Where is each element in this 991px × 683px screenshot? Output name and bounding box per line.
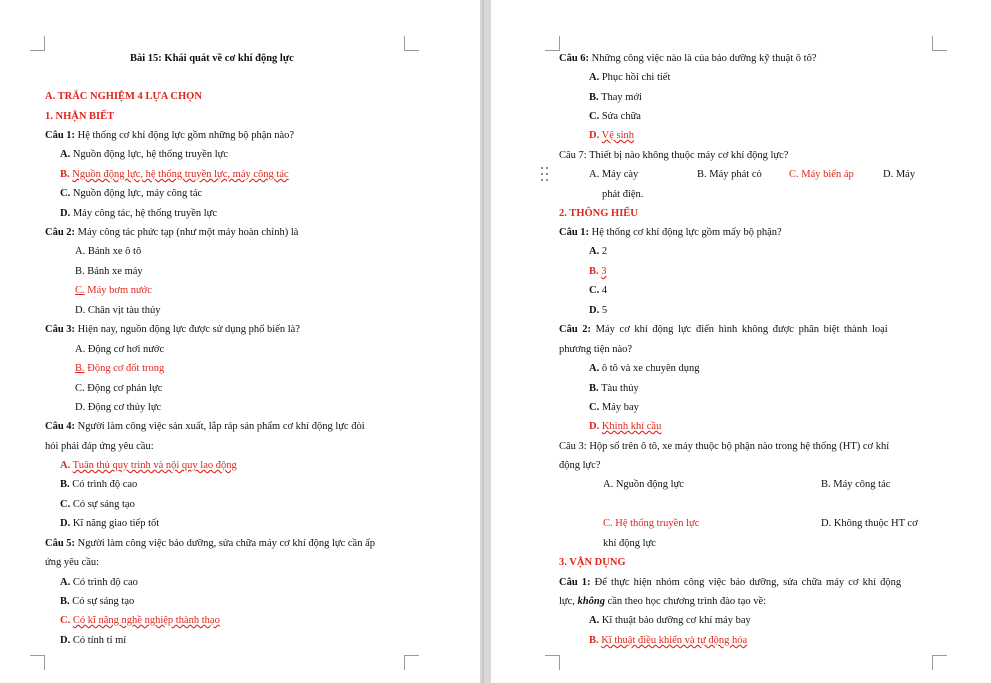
crop-mark — [404, 36, 419, 51]
answer-option: C. Có sự sáng tạo — [60, 499, 135, 510]
answer-option: D. Có tính tỉ mỉ — [60, 635, 127, 646]
section-heading: 2. THÔNG HIỂU — [559, 208, 638, 219]
answer-option: A. Nguồn động lực — [603, 479, 684, 490]
question: Câu 5: Người làm công việc bảo dưỡng, sửa chữa máy cơ khí động lực cần ấp — [45, 538, 375, 549]
question: Câu 7: Thiết bị nào không thuộc máy cơ khí động lực? — [559, 150, 789, 161]
answer-option-correct: D. Vệ sinh — [589, 130, 635, 141]
answer-option: D. Kĩ năng giao tiếp tốt — [60, 518, 160, 529]
answer-option-correct: B. 3 — [589, 266, 607, 277]
answer-option: B. Thay mới — [589, 92, 642, 103]
answer-option: D. Máy — [883, 169, 916, 180]
crop-mark — [30, 655, 45, 670]
answer-option: D. Máy công tác, hệ thống truyền lực — [60, 208, 218, 219]
question-continuation: hỏi phải đáp ứng yêu cầu: — [45, 441, 154, 452]
drag-handle-icon[interactable] — [541, 167, 549, 183]
answer-option-correct: C. Hệ thống truyền lực — [603, 518, 700, 529]
section-heading: 3. VẬN DỤNG — [559, 557, 626, 568]
document-title: Bài 15: Khái quát về cơ khí động lực — [130, 53, 294, 64]
answer-option: B. Máy công tác — [821, 479, 891, 490]
document-page-left — [0, 0, 480, 683]
question: Câu 6: Những công việc nào là của bảo dưỡng kỹ thuật ô tô? — [559, 53, 817, 64]
question-continuation: động lực? — [559, 460, 601, 471]
question: Câu 1: Hệ thống cơ khí động lực gồm mấy bộ phận? — [559, 227, 782, 238]
answer-continuation: phát điện. — [602, 189, 644, 200]
answer-option-correct: B. Kĩ thuật điều khiển và tự động hóa — [589, 635, 748, 646]
answer-option-correct: C. Máy biến áp — [789, 169, 854, 180]
question: Câu 3: Hiện nay, nguồn động lực được sử dụng phổ biến là? — [45, 324, 300, 335]
question-continuation: phương tiện nào? — [559, 344, 633, 355]
answer-option: B. Bánh xe máy — [75, 266, 143, 277]
question: Câu 2: Máy công tác phức tạp (như một máy hoàn chỉnh) là — [45, 227, 299, 238]
answer-option: A. Kĩ thuật bảo dưỡng cơ khí máy bay — [589, 615, 751, 626]
answer-option: A. Phục hồi chi tiết — [589, 72, 671, 83]
question: Câu 1: Hệ thống cơ khí động lực gồm những bộ phận nào? — [45, 130, 295, 141]
answer-option: C. Sửa chữa — [589, 111, 641, 122]
answer-option: D. Động cơ thủy lực — [75, 402, 162, 413]
question-continuation: lực, không cần theo học chương trình đào tạo về: — [559, 596, 767, 607]
answer-option: B. Có sự sáng tạo — [60, 596, 135, 607]
answer-option: A. 2 — [589, 246, 608, 257]
section-heading: A. TRẮC NGHIỆM 4 LỰA CHỌN — [45, 91, 202, 102]
answer-option: C. Động cơ phản lực — [75, 383, 163, 394]
answer-option-correct: A. Tuân thủ quy trình và nội quy lao động — [60, 460, 237, 471]
answer-option: A. Động cơ hơi nước — [75, 344, 165, 355]
answer-option: C. Máy bay — [589, 402, 639, 413]
answer-option-correct: B. Động cơ đốt trong — [75, 363, 165, 374]
answer-option: B. Tàu thủy — [589, 383, 639, 394]
question: Câu 2: Máy cơ khí động lực điển hình không được phân biệt thành loại — [559, 324, 888, 335]
crop-mark — [404, 655, 419, 670]
section-heading: 1. NHẬN BIẾT — [45, 111, 115, 122]
answer-option: C. 4 — [589, 285, 608, 296]
answer-option-correct: B. Nguồn động lực, hệ thống truyền lực, máy công tác — [60, 169, 289, 180]
answer-option: A. Có trình độ cao — [60, 577, 138, 588]
answer-option: C. Nguồn động lực, máy công tác — [60, 188, 203, 199]
question: Câu 1: Để thực hiện nhóm công việc bảo dưỡng, sửa chữa máy cơ khí động — [559, 577, 902, 588]
answer-option: B. Máy phát cỏ — [697, 169, 762, 180]
answer-option-correct: D. Khinh khí cầu — [589, 421, 662, 432]
answer-option: D. Chân vịt tàu thủy — [75, 305, 161, 316]
answer-option: A. ô tô và xe chuyên dụng — [589, 363, 700, 374]
crop-mark — [545, 36, 560, 51]
answer-option: A. Máy cày — [589, 169, 639, 180]
crop-mark — [932, 655, 947, 670]
question-continuation: ứng yêu cầu: — [45, 557, 100, 568]
question: Câu 3: Hộp số trên ô tô, xe máy thuộc bộ phận nào trong hệ thống (HT) cơ khí — [559, 441, 890, 452]
answer-option-correct: C. Có kĩ năng nghề nghiệp thành thạo — [60, 615, 220, 626]
answer-option: D. Không thuộc HT cơ — [821, 518, 918, 529]
crop-mark — [932, 36, 947, 51]
crop-mark — [30, 36, 45, 51]
answer-option: B. Có trình độ cao — [60, 479, 138, 490]
crop-mark — [545, 655, 560, 670]
page-gap — [480, 0, 491, 683]
answer-option: A. Bánh xe ô tô — [75, 246, 142, 257]
answer-option-correct: C. Máy bơm nước — [75, 285, 152, 296]
question: Câu 4: Người làm công việc sản xuất, lắp ráp sản phẩm cơ khí động lực đòi — [45, 421, 365, 432]
answer-continuation: khí động lực — [603, 538, 656, 549]
answer-option: A. Nguồn động lực, hệ thống truyền lực — [60, 149, 228, 160]
answer-option: D. 5 — [589, 305, 608, 316]
document-page-right — [491, 0, 991, 683]
